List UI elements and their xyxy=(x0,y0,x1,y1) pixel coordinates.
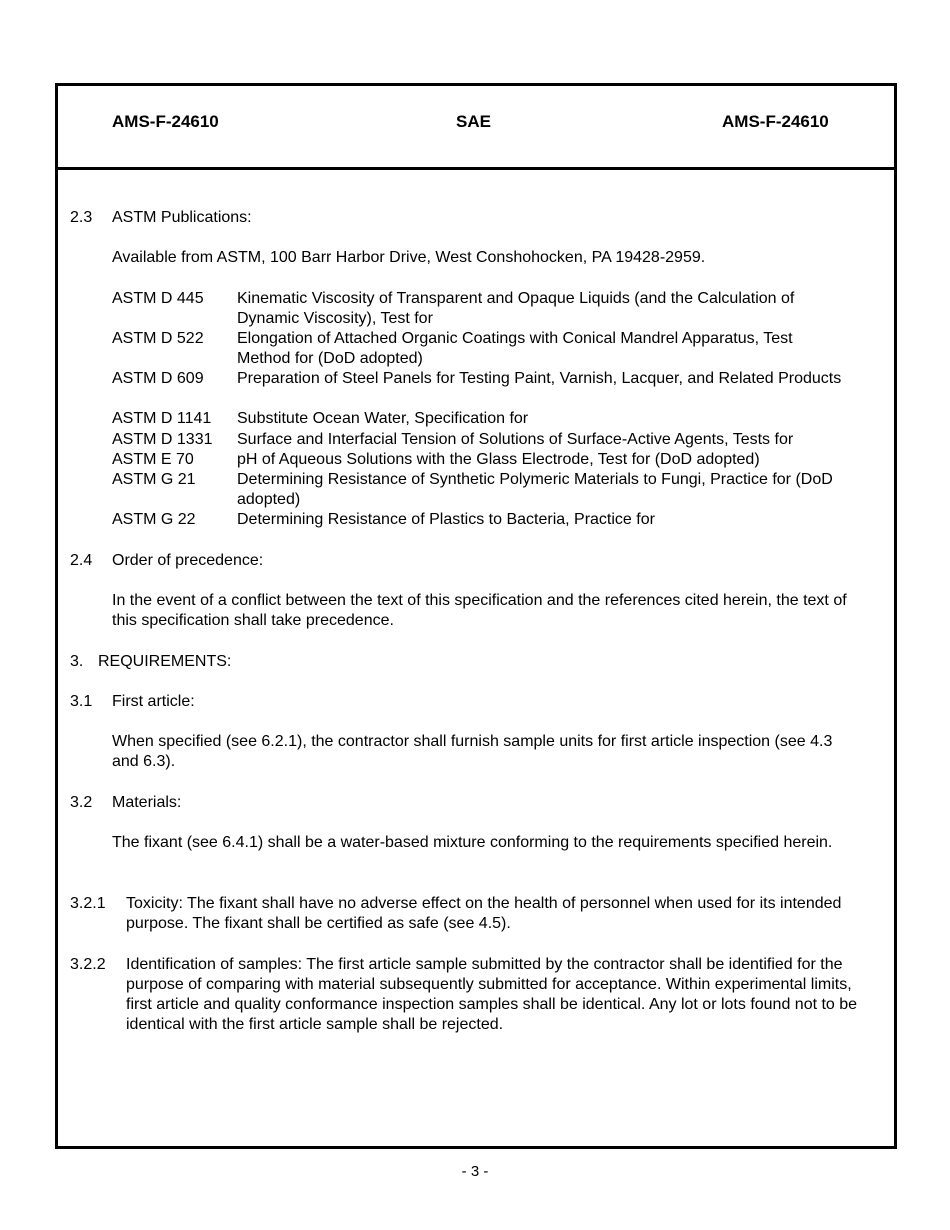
reference-title: pH of Aqueous Solutions with the Glass Electrode, Test for (DoD adopted) xyxy=(237,451,760,468)
section-body: When specified (see 6.2.1), the contractor shall furnish sample units for first article inspection (see 4.3 and 6.3). xyxy=(112,733,833,770)
section-heading: First article: xyxy=(112,693,195,710)
reference-id: ASTM D 609 xyxy=(112,370,204,387)
section-number: 3.1 xyxy=(70,693,93,710)
section-number: 2.4 xyxy=(70,552,93,569)
section-number: 3.2 xyxy=(70,794,93,811)
reference-id: ASTM G 21 xyxy=(112,471,196,488)
reference-title: Determining Resistance of Plastics to Bacteria, Practice for xyxy=(237,511,655,528)
section-body: Toxicity: The fixant shall have no adverse effect on the health of personnel when used for its intended purpose. The fixant shall be certified as safe (see 4.5). xyxy=(126,895,842,932)
reference-title: Substitute Ocean Water, Specification for xyxy=(237,410,529,427)
reference-title: Kinematic Viscosity of Transparent and Opaque Liquids (and the Calculation of Dynamic Viscosity), Test for xyxy=(237,290,795,327)
section-number: 2.3 xyxy=(70,209,93,226)
reference-title: Determining Resistance of Synthetic Polymeric Materials to Fungi, Practice for (DoD adopted) xyxy=(237,471,833,508)
section-heading: Materials: xyxy=(112,794,182,811)
availability-text: Available from ASTM, 100 Barr Harbor Drive, West Conshohocken, PA 19428-2959. xyxy=(112,249,706,266)
section-heading: Order of precedence: xyxy=(112,552,264,569)
page-number: - 3 - xyxy=(461,1163,489,1180)
section-body: The fixant (see 6.4.1) shall be a water-based mixture conforming to the requirements specified herein. xyxy=(112,834,833,851)
section-body: Identification of samples: The first article sample submitted by the contractor shall be identified for the purpose of comparing with material subsequently submitted for acceptance. Within experimental limits, first article and quality conformance inspection samples shall be identical. Any lot or lots found not to be identical with the first article sample shall be rejected. xyxy=(126,956,858,1033)
reference-title: Elongation of Attached Organic Coatings with Conical Mandrel Apparatus, Test Method for (DoD adopted) xyxy=(237,330,793,367)
reference-id: ASTM D 1141 xyxy=(112,410,212,427)
reference-title: Surface and Interfacial Tension of Solutions of Surface-Active Agents, Tests for xyxy=(237,431,794,448)
reference-id: ASTM D 522 xyxy=(112,330,204,347)
reference-id: ASTM D 445 xyxy=(112,290,204,307)
header-doc-number-right: AMS-F-24610 xyxy=(722,112,829,131)
reference-id: ASTM G 22 xyxy=(112,511,196,528)
reference-id: ASTM E 70 xyxy=(112,451,194,468)
reference-title: Preparation of Steel Panels for Testing Paint, Varnish, Lacquer, and Related Products xyxy=(237,370,842,387)
section-number: 3. xyxy=(70,653,84,670)
section-heading: ASTM Publications: xyxy=(112,209,252,226)
reference-id: ASTM D 1331 xyxy=(112,431,213,448)
section-number: 3.2.2 xyxy=(70,956,106,973)
section-body: In the event of a conflict between the text of this specification and the references cited herein, the text of this specification shall take precedence. xyxy=(112,592,847,629)
header-doc-number-left: AMS-F-24610 xyxy=(112,112,219,131)
section-number: 3.2.1 xyxy=(70,895,106,912)
page-header xyxy=(58,86,894,170)
section-heading: REQUIREMENTS: xyxy=(98,653,232,670)
header-organization: SAE xyxy=(456,112,491,131)
